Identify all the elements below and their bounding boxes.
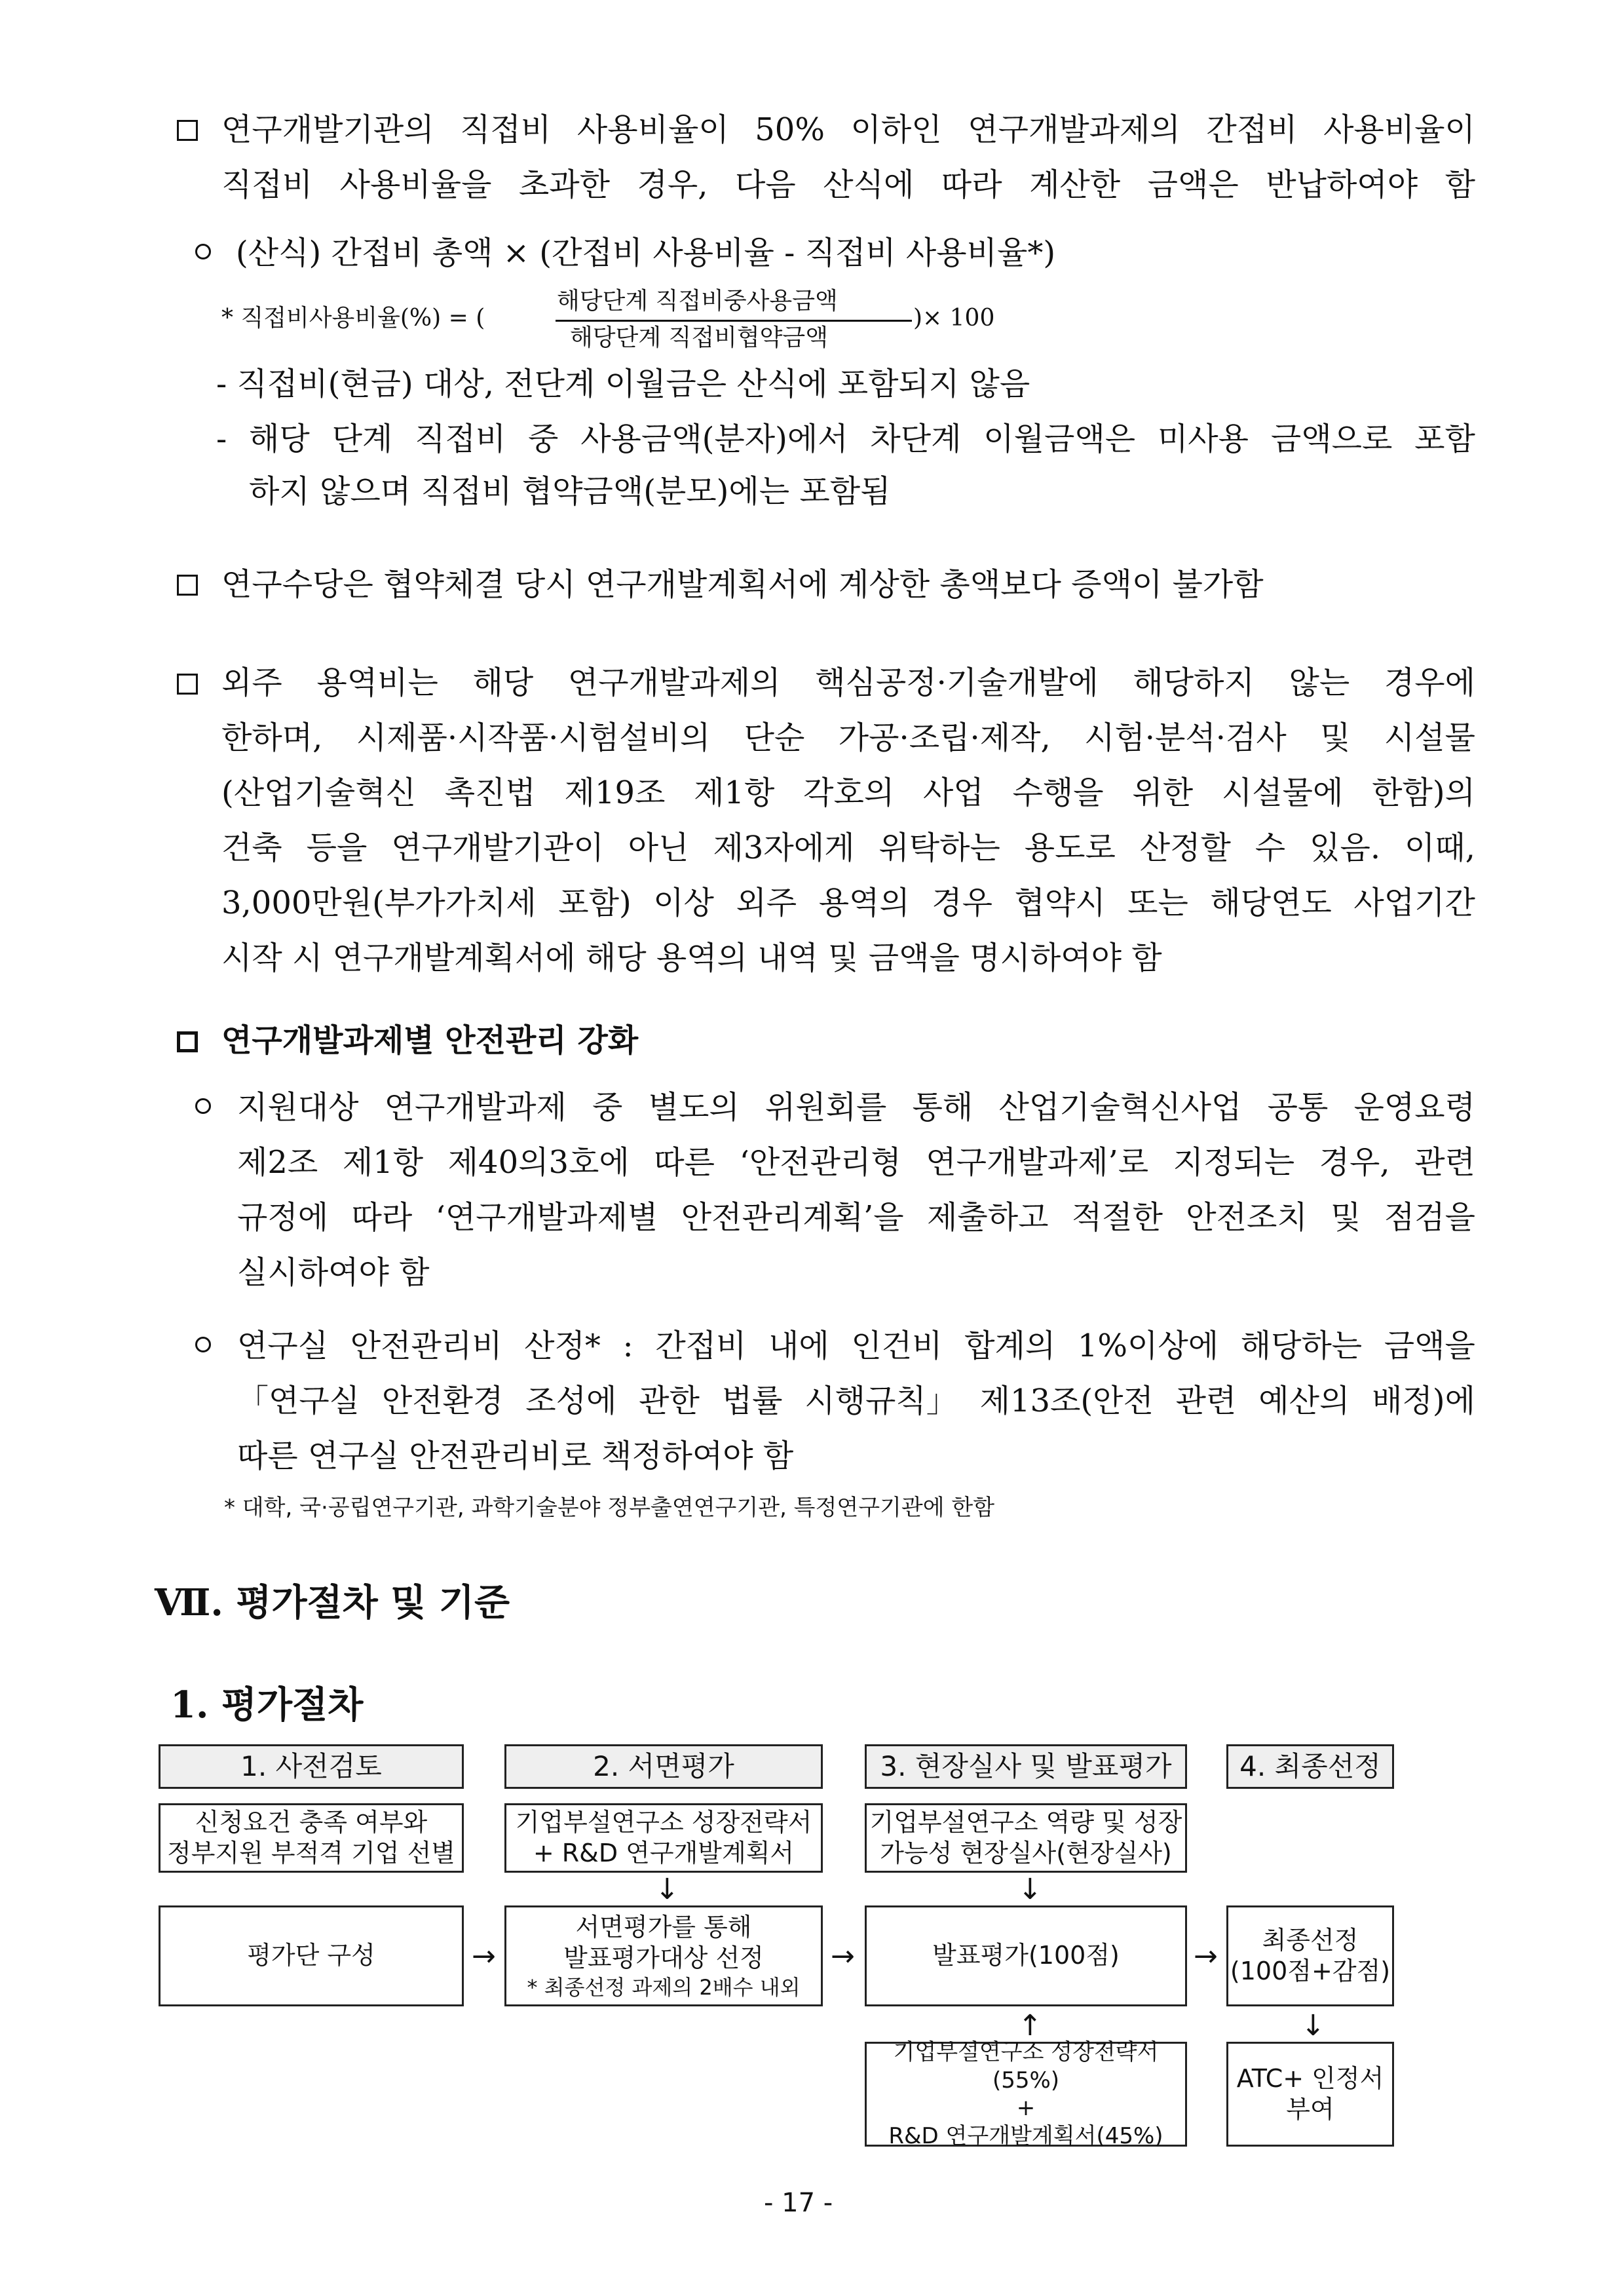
s1-dash2b: 하지 않으며 직접비 협약금액(분모)에는 포함됨 [249, 473, 891, 510]
fraction-bar [556, 320, 912, 322]
s3-line5: 3,000만원(부가가치세 포함) 이상 외주 용역의 경우 협약시 또는 해당연도 사업기간 [221, 885, 1475, 921]
flow-header-1: 1. 사전검토 [159, 1744, 464, 1789]
s1-dash1: - 직접비(현금) 대상, 전단계 이월금은 산식에 포함되지 않음 [216, 366, 1030, 402]
s4-b2-line2: 「연구실 안전환경 조성에 관한 법률 시행규칙」 제13조(안전 관련 예산의 배정)에 [237, 1383, 1475, 1419]
bullet-circle-icon [195, 1337, 211, 1352]
flow-step-document-review: 서면평가를 통해 발표평가대상 선정 * 최종선정 과제의 2배수 내외 [504, 1905, 823, 2006]
flow-step-documents: 기업부설연구소 성장전략서 + R&D 연구개발계획서 [504, 1803, 823, 1873]
s1-dash2a: - 해당 단계 직접비 중 사용금액(분자)에서 차단계 이월금액은 미사용 금액으로 포함 [216, 421, 1475, 457]
arrow-down-icon: ↓ [1301, 2009, 1325, 2042]
s3-line6: 시작 시 연구개발계획서에 해당 용역의 내역 및 금액을 명시하여야 함 [221, 940, 1162, 976]
s4-b1-line3: 규정에 따라 ‘연구개발과제별 안전관리계획’을 제출하고 적절한 안전조치 및 점검을 [237, 1199, 1475, 1236]
flow-step-panel: 평가단 구성 [159, 1905, 464, 2006]
s4-b2-line1: 연구실 안전관리비 산정* : 간접비 내에 인건비 합계의 1%이상에 해당하는 금액을 [237, 1328, 1475, 1364]
s1-note-numerator: 해당단계 직접비중사용금액 [557, 288, 838, 315]
s3-line1: 외주 용역비는 해당 연구개발과제의 핵심공정·기술개발에 해당하지 않는 경우에 [221, 664, 1475, 701]
page-number: - 17 - [764, 2188, 833, 2218]
s1-note-lead: * 직접비사용비율(%) = ( [221, 305, 485, 332]
arrow-up-icon: ↑ [1018, 2009, 1042, 2042]
flow-step-presentation: 발표평가(100점) [865, 1905, 1187, 2006]
s3-line2: 한하며, 시제품·시작품·시험설비의 단순 가공·조립·제작, 시험·분석·검사 및 시설물 [221, 719, 1475, 756]
s4-b1-line1: 지원대상 연구개발과제 중 별도의 위원회를 통해 산업기술혁신사업 공통 운영요령 [237, 1089, 1475, 1126]
s4-b2-line3: 따른 연구실 안전관리비로 책정하여야 함 [237, 1438, 794, 1474]
arrow-down-icon: ↓ [655, 1873, 679, 1906]
flow-header-3: 3. 현장실사 및 발표평가 [865, 1744, 1187, 1789]
flow-step-certificate: ATC+ 인정서 부여 [1226, 2042, 1394, 2147]
flow-step-eligibility: 신청요건 충족 여부와 정부지원 부적격 기업 선별 [159, 1803, 464, 1873]
flow-header-4: 4. 최종선정 [1226, 1744, 1394, 1789]
flow-header-2: 2. 서면평가 [504, 1744, 823, 1789]
s1-line1: 연구개발기관의 직접비 사용비율이 50% 이하인 연구개발과제의 간접비 사용비율이 [221, 111, 1475, 148]
s1-line2: 직접비 사용비율을 초과한 경우, 다음 산식에 따라 계산한 금액은 반납하여야 함 [221, 166, 1475, 203]
bullet-square-icon [177, 120, 198, 141]
bullet-circle-icon [195, 244, 211, 259]
arrow-down-icon: ↓ [1018, 1873, 1042, 1906]
flow-step-final: 최종선정 (100점+감점) [1226, 1905, 1394, 2006]
flow-step-weights: 기업부설연구소 성장전략서(55%) + R&D 연구개발계획서(45%) [865, 2042, 1187, 2147]
bullet-square-icon [177, 1031, 198, 1052]
flow-step-site-inspection: 기업부설연구소 역량 및 성장 가능성 현장실사(현장실사) [865, 1803, 1187, 1873]
bullet-square-icon [177, 674, 198, 695]
bullet-circle-icon [195, 1098, 211, 1114]
s1-note-denominator: 해당단계 직접비협약금액 [570, 324, 828, 351]
bullet-square-icon [177, 575, 198, 596]
s3-line4: 건축 등을 연구개발기관이 아닌 제3자에게 위탁하는 용도로 산정할 수 있음. 이때, [221, 830, 1475, 866]
s2-line1: 연구수당은 협약체결 당시 연구개발계획서에 계상한 총액보다 증액이 불가함 [221, 566, 1264, 603]
s1-note-tail: )× 100 [913, 305, 995, 332]
s3-line3: (산업기술혁신 촉진법 제19조 제1항 각호의 사업 수행을 위한 시설물에 한함)의 [221, 775, 1475, 811]
s4-heading: 연구개발과제별 안전관리 강화 [221, 1022, 639, 1059]
section-title: Ⅶ. 평가절차 및 기준 [155, 1581, 510, 1624]
s4-b1-line2: 제2조 제1항 제40의3호에 따른 ‘안전관리형 연구개발과제’로 지정되는 경우, 관련 [237, 1144, 1475, 1181]
subsection-title: 1. 평가절차 [170, 1683, 364, 1727]
arrow-right-icon: → [472, 1940, 496, 1973]
s4-b2-note: * 대학, 국·공립연구기관, 과학기술분야 정부출연연구기관, 특정연구기관에 한함 [224, 1495, 995, 1521]
arrow-right-icon: → [1194, 1940, 1218, 1973]
s4-b1-line4: 실시하여야 함 [237, 1254, 430, 1291]
arrow-right-icon: → [831, 1940, 855, 1973]
s1-formula: (산식) 간접비 총액 × (간접비 사용비율 - 직접비 사용비율*) [236, 235, 1056, 271]
